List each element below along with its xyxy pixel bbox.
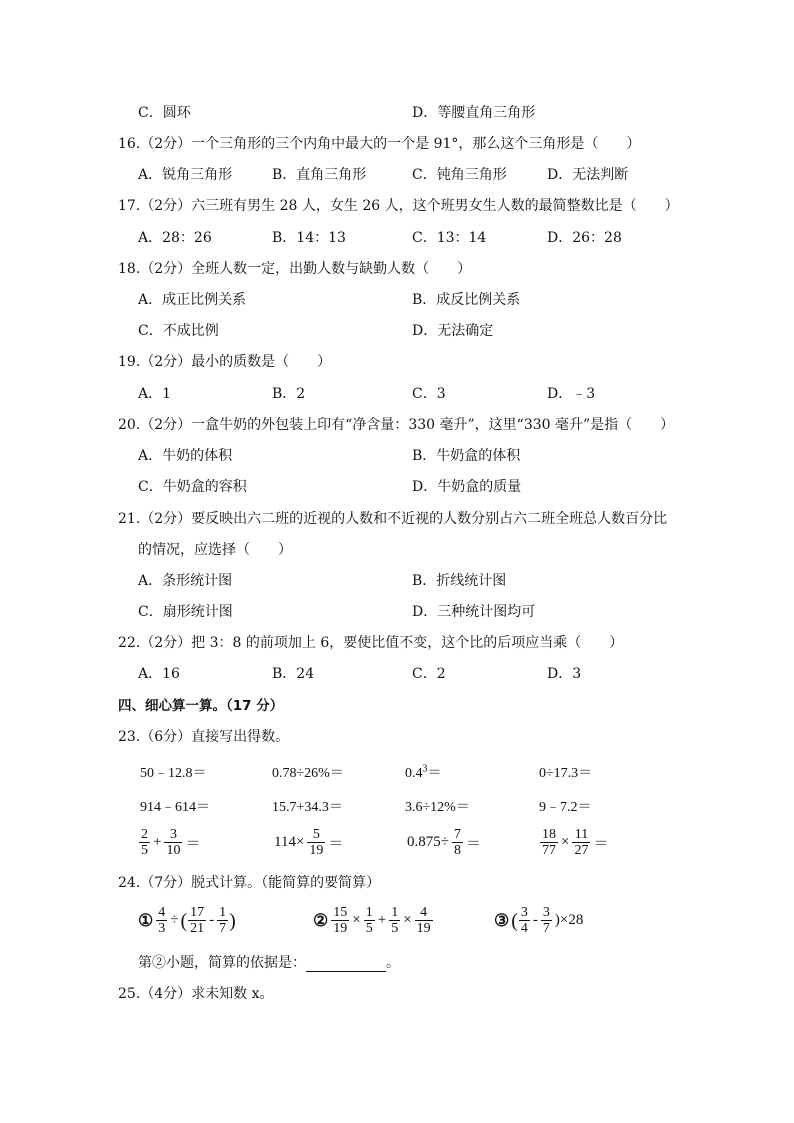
q16-option-d: D．无法判断 <box>547 167 629 183</box>
q17-option-b: B．14：13 <box>272 230 346 246</box>
q20-option-a: A．牛奶的体积 <box>138 448 233 464</box>
q21-stem-line2: 的情况，应选择（ ） <box>138 542 292 558</box>
q23-r2-c3: 3.6÷12%＝ <box>405 800 470 815</box>
q19-option-c: C．3 <box>412 386 446 402</box>
q17-option-d: D．26：28 <box>547 230 622 246</box>
q23-r1-c3: $0.4^3=$ <box>405 763 442 781</box>
q17-stem: 17.（2分）六三班有男生 28 人，女生 26 人，这个班男女生人数的最简整数比是（ ） <box>118 198 679 214</box>
q19-option-a: A．1 <box>138 386 172 402</box>
q21-option-c: C．扇形统计图 <box>138 604 233 620</box>
q15-option-c: C．圆环 <box>138 105 191 121</box>
q22-option-a: A．16 <box>138 666 180 682</box>
q22-option-b: B．24 <box>272 666 315 682</box>
q21-option-a: A．条形统计图 <box>138 573 233 589</box>
q22-stem: 22.（2分）把 3：8 的前项加上 6，要使比值不变，这个比的后项应当乘（ ） <box>118 635 624 651</box>
q18-option-a: A．成正比例关系 <box>138 292 247 308</box>
q16-option-c: C．钝角三角形 <box>412 167 507 183</box>
q24-expr-3: ③ ( $\frac{3}{4}$ - $\frac{3}{7}$ )×28 <box>494 905 584 936</box>
q22-option-d: D．3 <box>547 666 582 682</box>
q21-stem-line1: 21.（2分）要反映出六二班的近视的人数和不近视的人数分别占六二班全班总人数百分比 <box>118 511 668 527</box>
q23-r2-c4: 9﹣7.2＝ <box>539 800 592 815</box>
q17-option-a: A．28：26 <box>138 230 212 246</box>
q24-stem: 24.（7分）脱式计算。（能简算的要简算） <box>118 875 381 891</box>
q19-option-d: D．﹣3 <box>547 386 596 402</box>
section-4-heading: 四、细心算一算。（17 分） <box>118 698 284 714</box>
q18-stem: 18.（2分）全班人数一定，出勤人数与缺勤人数（ ） <box>118 261 472 277</box>
q25-stem: 25.（4分）求未知数 x。 <box>118 986 274 1002</box>
q23-r3-c3: 0.875÷ $\frac{7}{8}$ ＝ <box>407 827 481 858</box>
q18-option-c: C．不成比例 <box>138 323 219 339</box>
q18-option-d: D．无法确定 <box>412 323 494 339</box>
q23-stem: 23.（6分）直接写出得数。 <box>118 729 290 745</box>
answer-blank[interactable] <box>306 957 386 972</box>
q23-r1-c1: 50﹣12.8＝ <box>140 766 207 781</box>
q23-r2-c1: 914﹣614＝ <box>140 800 210 815</box>
q24-note: 第②小题，简算的依据是： 。 <box>138 955 400 971</box>
q17-option-c: C．13：14 <box>412 230 487 246</box>
q20-stem: 20.（2分）一盒牛奶的外包装上印有“净含量：330 毫升”，这里“330 毫升”是指（ ） <box>118 417 675 433</box>
q16-option-a: A．锐角三角形 <box>138 167 233 183</box>
q16-option-b: B．直角三角形 <box>272 167 367 183</box>
q23-r2-c2: 15.7+34.3＝ <box>272 800 343 815</box>
q15-option-d: D．等腰直角三角形 <box>412 105 536 121</box>
q24-expr-1: ① $\frac{4}{3}$ ÷ ( $\frac{17}{21}$ - $\frac{1}{7}$ ) <box>138 905 236 936</box>
q23-r3-c4: $\frac{18}{77}$ × $\frac{11}{27}$ ＝ <box>542 827 609 858</box>
q21-option-b: B．折线统计图 <box>412 573 507 589</box>
q23-r1-c4: 0÷17.3＝ <box>539 766 593 781</box>
q19-stem: 19.（2分）最小的质数是（ ） <box>118 354 332 370</box>
q16-stem: 16.（2分）一个三角形的三个内角中最大的一个是 91°，那么这个三角形是（ ） <box>118 136 641 152</box>
q23-r3-c2: 114× $\frac{5}{19}$ ＝ <box>274 827 344 858</box>
q23-r1-c2: 0.78÷26%＝ <box>272 766 344 781</box>
q18-option-b: B．成反比例关系 <box>412 292 521 308</box>
q22-option-c: C．2 <box>412 666 446 682</box>
q21-option-d: D．三种统计图均可 <box>412 604 536 620</box>
q24-expr-2: ② $\frac{15}{19}$ × $\frac{1}{5}$ + $\frac{1}{5}$ × $\frac{4}{19}$ <box>313 905 431 936</box>
q20-option-d: D．牛奶盒的质量 <box>412 479 522 495</box>
q23-r3-c1: $\frac{2}{5}$ + $\frac{3}{10}$ ＝ <box>141 827 201 858</box>
q19-option-b: B．2 <box>272 386 306 402</box>
q20-option-c: C．牛奶盒的容积 <box>138 479 247 495</box>
q20-option-b: B．牛奶盒的体积 <box>412 448 521 464</box>
